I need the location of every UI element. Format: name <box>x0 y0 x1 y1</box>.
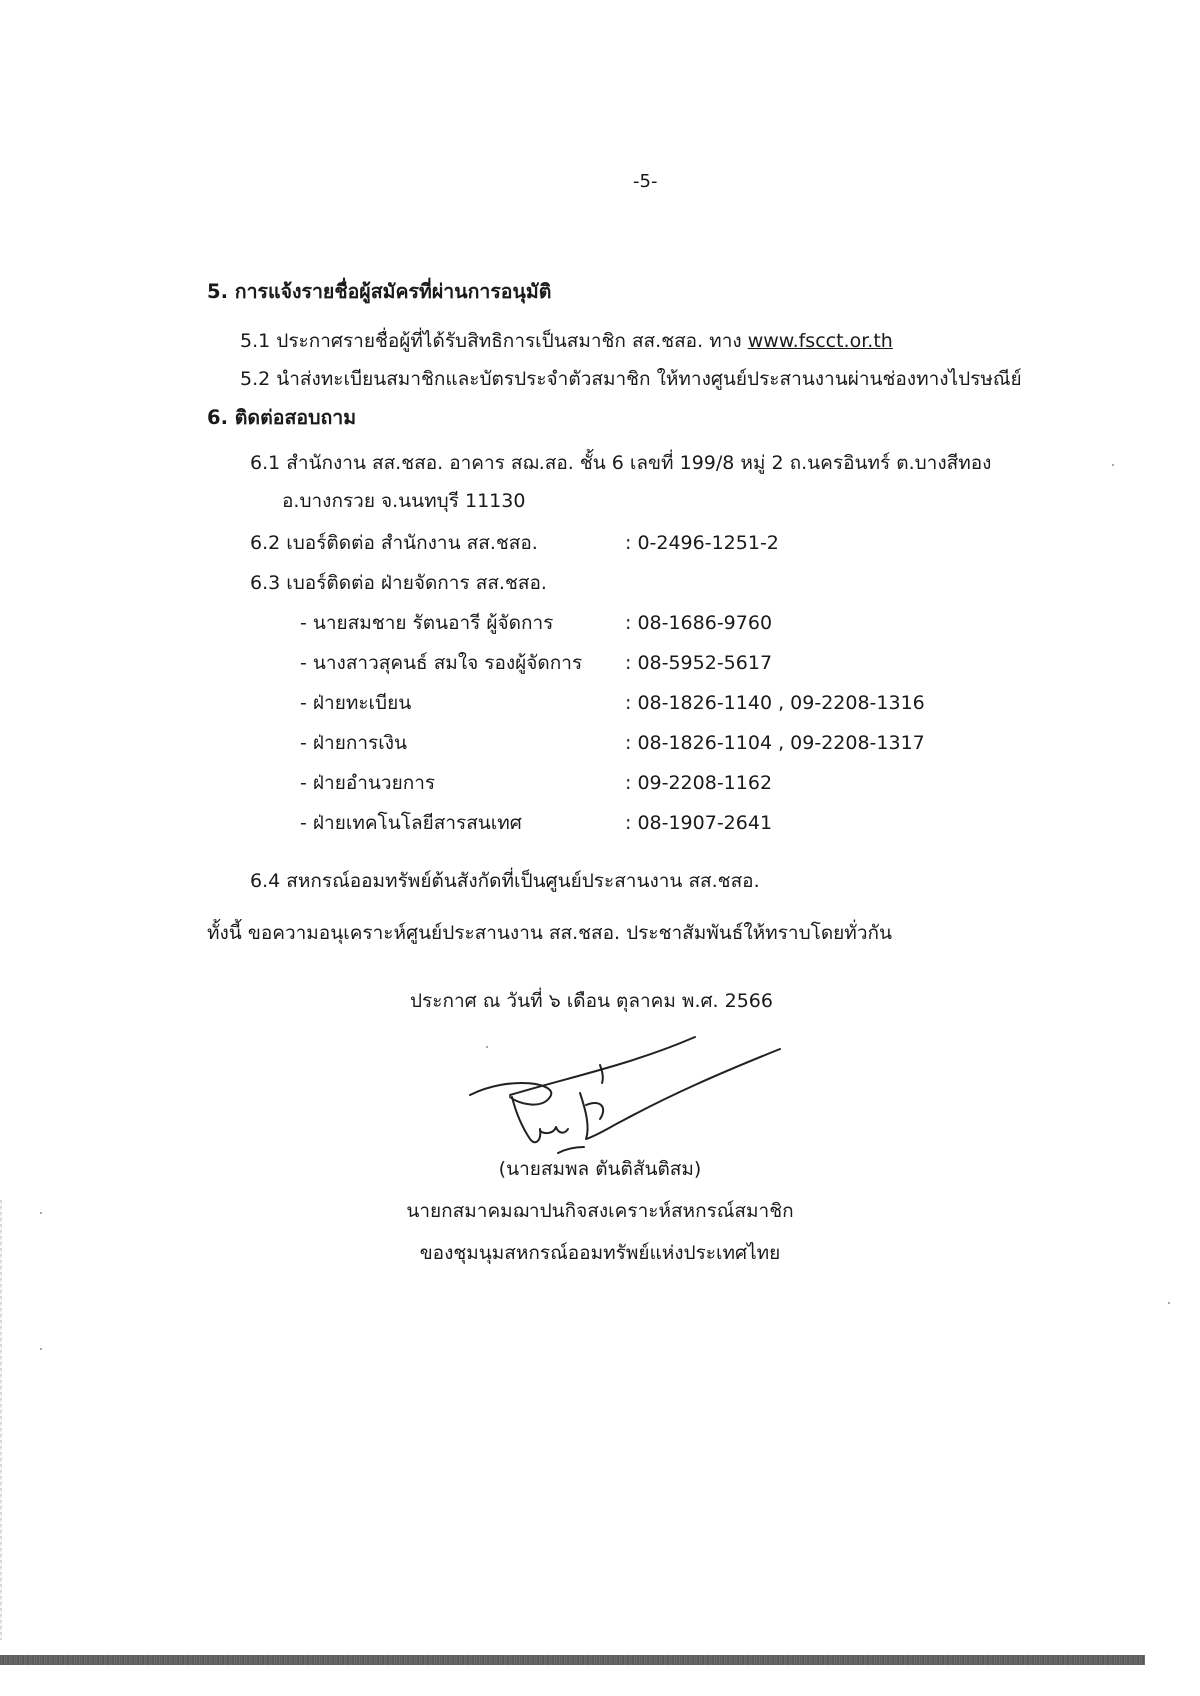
contact-phone: : 08-1686-9760 <box>625 612 773 634</box>
section-5-title: 5. การแจ้งรายชื่อผู้สมัครที่ผ่านการอนุมัติ <box>207 280 552 303</box>
scan-speck <box>40 1212 42 1214</box>
closing-text: ทั้งนี้ ขอความอนุเคราะห์ศูนย์ประสานงาน สส.ชสอ. ประชาสัมพันธ์ให้ทราบโดยทั่วกัน <box>207 922 892 944</box>
contact-name: - ฝ่ายอำนวยการ <box>300 772 436 794</box>
announcement-date: ประกาศ ณ วันที่ ๖ เดือน ตุลาคม พ.ศ. 2566 <box>410 990 773 1012</box>
section-5-item-1-text: 5.1 ประกาศรายชื่อผู้ที่ได้รับสิทธิการเป็นสมาชิก สส.ชสอ. ทาง <box>240 330 742 352</box>
signature-image <box>450 1035 800 1175</box>
contact-phone: : 08-5952-5617 <box>625 652 773 674</box>
scan-speck <box>1168 1302 1170 1304</box>
signer-name: (นายสมพล ตันติสันติสม) <box>498 1158 702 1180</box>
section-5-item-2: 5.2 นำส่งทะเบียนสมาชิกและบัตรประจำตัวสมาชิก ให้ทางศูนย์ประสานงานผ่านช่องทางไปรษณีย์ <box>240 368 1022 390</box>
scan-edge-bottom <box>0 1655 1145 1665</box>
section-6-title: 6. ติดต่อสอบถาม <box>207 406 357 429</box>
section-6-item-1-line-2: อ.บางกรวย จ.นนทบุรี 11130 <box>282 490 526 512</box>
section-6-item-1-line-1: 6.1 สำนักงาน สส.ชสอ. อาคาร สฌ.สอ. ชั้น 6 เลขที่ 199/8 หมู่ 2 ถ.นครอินทร์ ต.บางสีทอง <box>250 452 992 474</box>
scan-speck <box>40 1348 42 1350</box>
scan-speck <box>486 1046 488 1048</box>
contact-name: - นายสมชาย รัตนอารี ผู้จัดการ <box>300 612 554 634</box>
scan-edge-left <box>0 1200 2 1640</box>
office-phone: : 0-2496-1251-2 <box>625 532 779 554</box>
website-link[interactable]: www.fscct.or.th <box>747 330 893 352</box>
contact-phone: : 08-1907-2641 <box>625 812 773 834</box>
contact-name: - นางสาวสุคนธ์ สมใจ รองผู้จัดการ <box>300 652 583 674</box>
contact-phone: : 09-2208-1162 <box>625 772 773 794</box>
section-6-item-4: 6.4 สหกรณ์ออมทรัพย์ต้นสังกัดที่เป็นศูนย์ประสานงาน สส.ชสอ. <box>250 870 760 892</box>
page-number: -5- <box>633 171 658 192</box>
signer-title-line-2: ของชุมนุมสหกรณ์ออมทรัพย์แห่งประเทศไทย <box>419 1242 781 1264</box>
section-6-item-3-label: 6.3 เบอร์ติดต่อ ฝ่ายจัดการ สส.ชสอ. <box>250 572 547 594</box>
signer-title-line-1: นายกสมาคมฌาปนกิจสงเคราะห์สหกรณ์สมาชิก <box>406 1200 794 1222</box>
scan-speck <box>1112 464 1114 466</box>
contact-name: - ฝ่ายเทคโนโลยีสารสนเทศ <box>300 812 522 834</box>
contact-phone: : 08-1826-1140 , 09-2208-1316 <box>625 692 925 714</box>
section-6-item-2-label: 6.2 เบอร์ติดต่อ สำนักงาน สส.ชสอ. <box>250 532 538 554</box>
contact-name: - ฝ่ายการเงิน <box>300 732 407 754</box>
contact-phone: : 08-1826-1104 , 09-2208-1317 <box>625 732 925 754</box>
section-5-item-1 <box>240 330 893 353</box>
contact-name: - ฝ่ายทะเบียน <box>300 692 412 714</box>
